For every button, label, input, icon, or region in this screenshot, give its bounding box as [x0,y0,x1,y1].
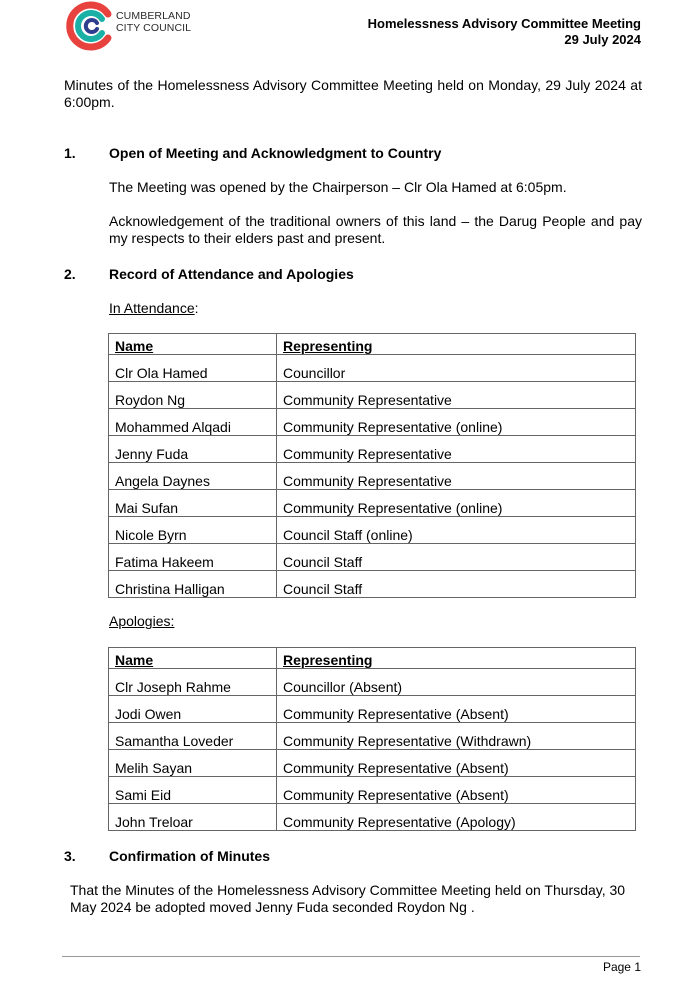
section-3-number: 3. [64,848,76,864]
attendance-label-text: In Attendance [109,300,195,316]
meeting-title: Homelessness Advisory Committee Meeting [367,16,641,31]
attendee-name: Roydon Ng [109,382,277,409]
apology-name: John Treloar [109,804,277,831]
attendee-name: Christina Halligan [109,571,277,598]
attendee-name: Clr Ola Hamed [109,355,277,382]
attendee-name: Fatima Hakeem [109,544,277,571]
org-name-line2: CITY COUNCIL [116,21,192,34]
attendee-name: Mai Sufan [109,490,277,517]
cumberland-logo-icon [64,0,116,52]
page-number: Page 1 [602,960,641,974]
intro-paragraph: Minutes of the Homelessness Advisory Committee Meeting held on Monday, 29 July 2024 at 6:00pm. [64,77,642,110]
section-3-paragraph: That the Minutes of the Homelessness Advisory Committee Meeting held on Thursday, 30 May 2024 be adopted moved Jenny Fuda seconded Roydon Ng . [70,882,626,915]
table-header-row [109,334,636,355]
attendee-representing: Councillor [277,355,636,382]
document-header [368,16,641,48]
column-header-representing: Representing [277,648,636,669]
attendee-representing: Council Staff [277,571,636,598]
apology-name: Clr Joseph Rahme [109,669,277,696]
table-row [109,777,636,804]
org-name-line1: CUMBERLAND [116,10,191,22]
attendee-name: Nicole Byrn [109,517,277,544]
attendee-name: Angela Daynes [109,463,277,490]
table-row [109,723,636,750]
attendee-representing: Community Representative (online) [277,490,636,517]
attendance-label-colon: : [194,300,199,316]
apology-representing: Councillor (Absent) [277,669,636,696]
attendee-representing: Community Representative [277,463,636,490]
apology-name: Samantha Loveder [109,723,277,750]
section-1-paragraph-2: Acknowledgement of the traditional owners of this land – the Darug People and pay my respects to their elders past and present. [109,213,642,246]
table-row [109,750,636,777]
apology-name: Melih Sayan [109,750,277,777]
footer-divider [62,956,640,957]
apologies-label: Apologies: [109,613,175,629]
table-row [109,669,636,696]
table-row [109,463,636,490]
apology-name: Sami Eid [109,777,277,804]
attendee-name: Mohammed Alqadi [109,409,277,436]
section-2-title: Record of Attendance and Apologies [109,266,354,282]
section-3-title: Confirmation of Minutes [109,848,270,864]
column-header-name: Name [109,334,277,355]
section-1-title: Open of Meeting and Acknowledgment to Country [109,145,442,161]
table-row [109,696,636,723]
table-row [109,382,636,409]
table-row [109,355,636,382]
table-row [109,409,636,436]
apology-name: Jodi Owen [109,696,277,723]
attendee-representing: Community Representative (online) [277,409,636,436]
section-1-number: 1. [64,145,76,161]
apology-representing: Community Representative (Withdrawn) [277,723,636,750]
table-row [109,544,636,571]
table-row [109,804,636,831]
column-header-name: Name [109,648,277,669]
table-header-row [109,648,636,669]
table-row [109,571,636,598]
meeting-date: 29 July 2024 [564,32,641,47]
attendee-representing: Community Representative [277,436,636,463]
section-2-number: 2. [64,266,76,282]
section-1-paragraph-1: The Meeting was opened by the Chairperson – Clr Ola Hamed at 6:05pm. [109,179,567,195]
attendance-table [108,333,636,598]
apologies-table [108,647,636,831]
table-row [109,490,636,517]
attendee-representing: Council Staff [277,544,636,571]
attendee-representing: Council Staff (online) [277,517,636,544]
table-row [109,517,636,544]
attendee-representing: Community Representative [277,382,636,409]
org-name [116,11,191,34]
apology-representing: Community Representative (Absent) [277,750,636,777]
attendance-label [109,300,199,317]
table-row [109,436,636,463]
apology-representing: Community Representative (Apology) [277,804,636,831]
attendee-name: Jenny Fuda [109,436,277,463]
apology-representing: Community Representative (Absent) [277,696,636,723]
apology-representing: Community Representative (Absent) [277,777,636,804]
column-header-representing: Representing [277,334,636,355]
